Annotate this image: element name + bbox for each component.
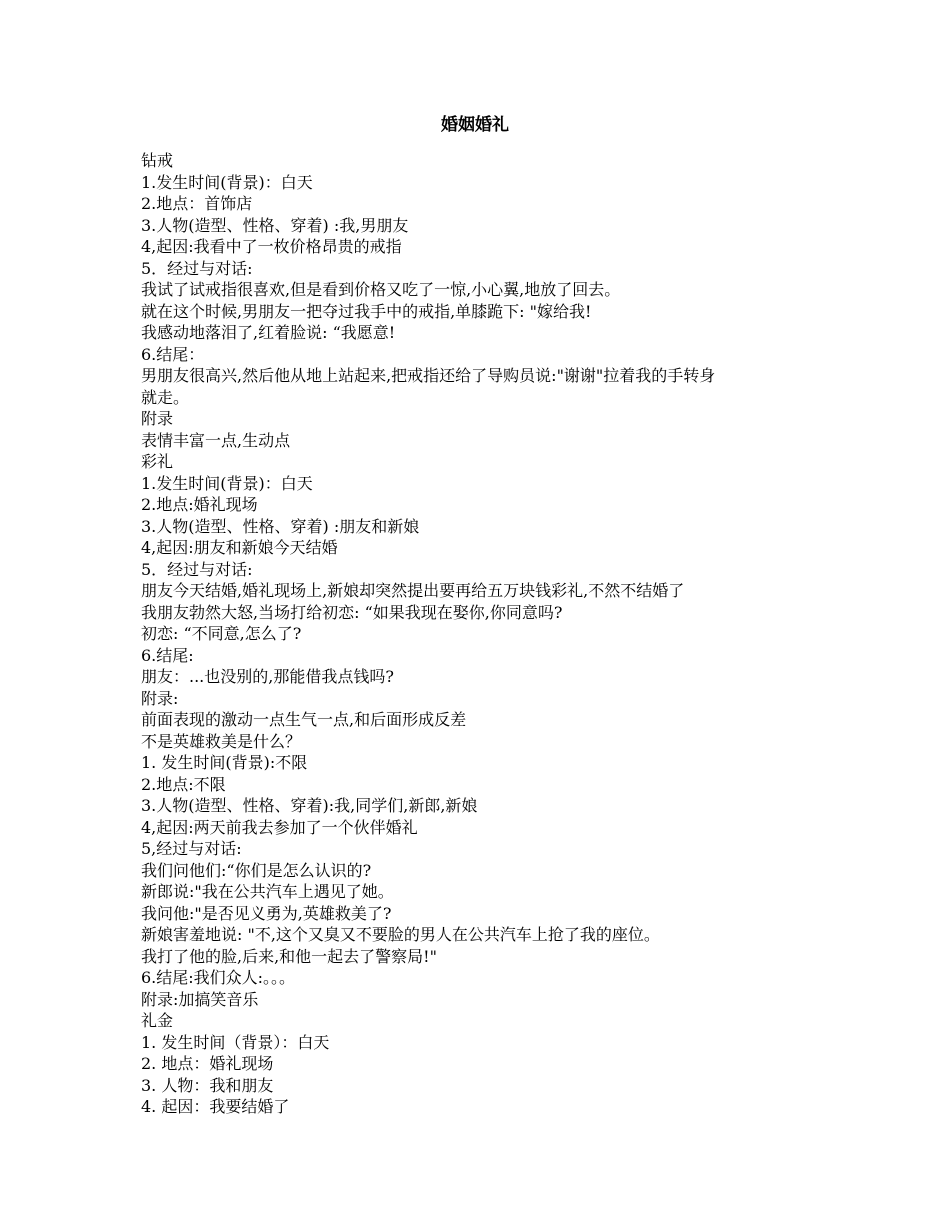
text-line: 1.发生时间(背景)：白天 — [141, 172, 313, 192]
text-line: 我问他:"是否见义勇为,英雄救美了? — [141, 903, 392, 923]
text-line: 4,起因:朋友和新娘今天结婚 — [141, 538, 338, 557]
text-line: 我打了他的脸,后来,和他一起去了警察局!" — [141, 946, 437, 966]
text-line: 礼金 — [141, 1011, 174, 1030]
text-line: 4,起因:两天前我去参加了一个伙伴婚礼 — [141, 817, 418, 837]
text-line: 钻戒 — [141, 151, 174, 170]
text-line: 朋友：...也没别的,那能借我点钱吗? — [141, 667, 394, 686]
text-line: 附录 — [141, 409, 174, 428]
text-line: 6.结尾： — [141, 344, 205, 364]
text-line: 5．经过与对话: — [141, 559, 253, 579]
text-line: 5,经过与对话: — [141, 839, 242, 858]
text-line: 我试了试戒指很喜欢,但是看到价格又吃了一惊,小心翼,地放了回去。 — [141, 280, 621, 299]
text-line: 男朋友很高兴,然后他从地上站起来,把戒指还给了导购员说:"谢谢"拉着我的手转身 — [141, 366, 716, 385]
text-line: 就在这个时候,男朋友一把夺过我手中的戒指,单膝跪下: "嫁给我! — [141, 301, 592, 321]
text-line: 彩礼 — [141, 452, 174, 471]
text-line: 1.发生时间(背景)：白天 — [141, 473, 313, 493]
text-line: 3. 人物：我和朋友 — [141, 1075, 274, 1095]
text-line: 我感动地落泪了,红着脸说: “我愿意! — [141, 323, 396, 342]
text-line: 2.地点:婚礼现场 — [141, 495, 258, 514]
text-line: 3.人物(造型、性格、穿着):我,同学们,新郎,新娘 — [141, 796, 478, 815]
text-line: 初恋: “不同意,怎么了? — [141, 624, 302, 643]
document-body — [141, 150, 821, 1118]
text-line: 朋友今天结婚,婚礼现场上,新娘却突然提出要再给五万块钱彩礼,不然不结婚了 — [141, 581, 685, 600]
text-line: 4,起因:我看中了一枚价格昂贵的戒指 — [141, 237, 402, 256]
text-line: 附录: — [141, 688, 179, 708]
text-line: 2. 地点：婚礼现场 — [141, 1054, 274, 1073]
text-line: 4. 起因：我要结婚了 — [141, 1097, 290, 1116]
text-line: 就走。 — [141, 387, 190, 407]
text-line: 新娘害羞地说: "不,这个又臭又不要脸的男人在公共汽车上抢了我的座位。 — [141, 925, 660, 944]
document-title: 婚姻婚礼 — [441, 115, 509, 135]
text-line: 附录:加搞笑音乐 — [141, 989, 259, 1009]
text-line: 表情丰富一点,生动点 — [141, 430, 291, 450]
text-line: 2.地点：首饰店 — [141, 194, 253, 213]
text-line: 1. 发生时间(背景):不限 — [141, 753, 308, 772]
text-line: 不是英雄救美是什么？ — [141, 731, 302, 751]
text-line: 前面表现的激动一点生气一点,和后面形成反差 — [141, 710, 467, 729]
text-line: 2.地点:不限 — [141, 774, 226, 794]
text-line: 1. 发生时间（背景）：白天 — [141, 1032, 330, 1052]
text-line: 我们问他们:“你们是怎么认识的? — [141, 860, 372, 880]
text-line: 3.人物(造型、性格、穿着) :我,男朋友 — [141, 215, 409, 235]
text-line: 6.结尾:我们众人:。。。 — [141, 968, 296, 987]
text-line: 3.人物(造型、性格、穿着) :朋友和新娘 — [141, 516, 420, 536]
text-line: 5．经过与对话: — [141, 258, 253, 278]
text-line: 6.结尾: — [141, 645, 194, 665]
text-line: 我朋友勃然大怒,当场打给初恋: “如果我现在娶你,你同意吗? — [141, 602, 563, 622]
text-line: 新郎说:"我在公共汽车上遇见了她。 — [141, 882, 394, 901]
